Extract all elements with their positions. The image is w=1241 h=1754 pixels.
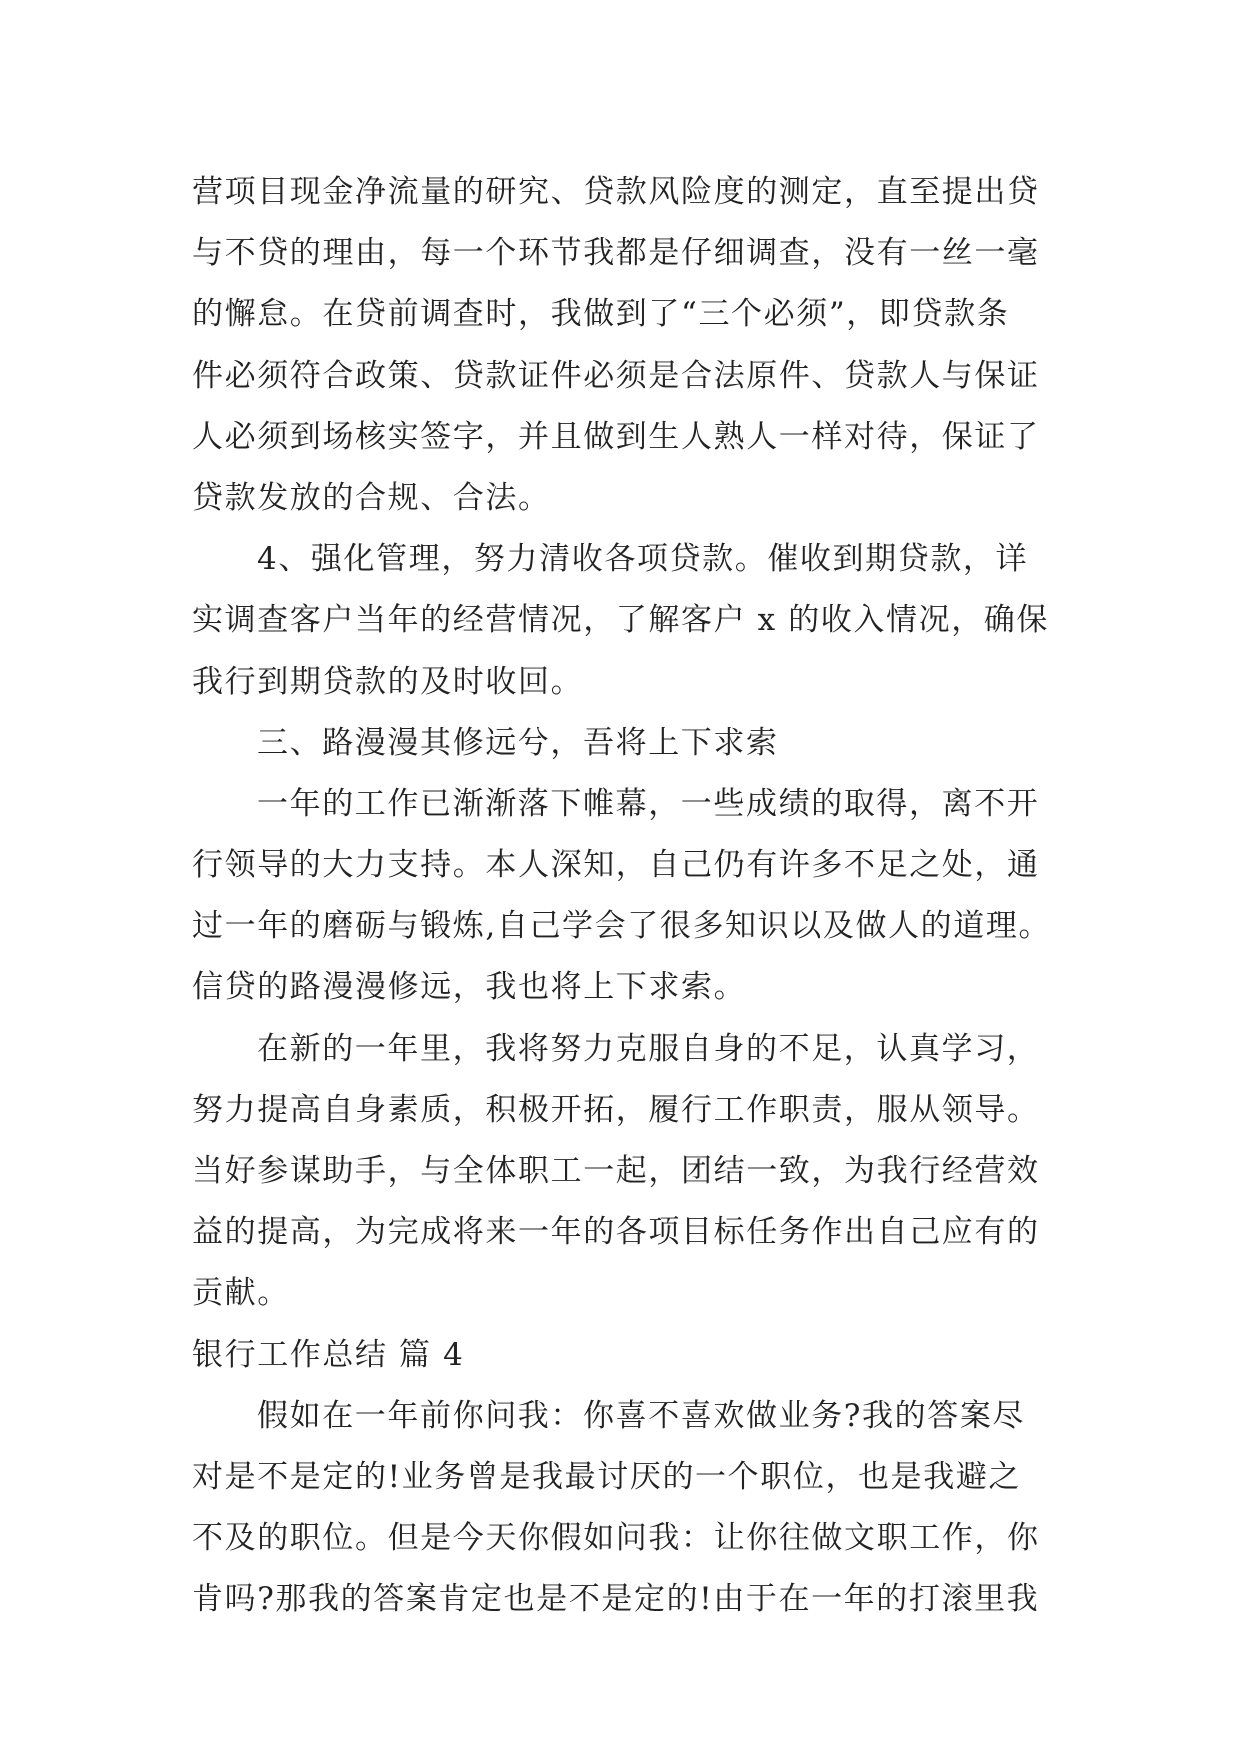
text-line: 益的提高，为完成将来一年的各项目标任务作出自己应有的 — [192, 1214, 1040, 1251]
text-line: 不及的职位。但是今天你假如问我：让你往做文职工作，你 — [192, 1520, 1040, 1557]
text-line: 我行到期贷款的及时收回。 — [192, 663, 584, 700]
text-line: 贡献。 — [192, 1275, 290, 1312]
text-line: 件必须符合政策、贷款证件必须是合法原件、贷款人与保证 — [192, 357, 1040, 394]
text-line: 营项目现金净流量的研究、贷款风险度的测定，直至提出贷 — [192, 174, 1040, 210]
text-line: 一年的工作已渐渐落下帷幕，一些成绩的取得，离不开 — [257, 785, 1040, 822]
text-line: 与不贷的理由，每一个环节我都是仔细调查，没有一丝一毫 — [192, 235, 1040, 272]
text-line: 实调查客户当年的经营情况，了解客户 x 的收入情况，确保 — [192, 602, 1049, 639]
document-page — [192, 162, 1062, 1631]
text-line: 人必须到场核实签字，并且做到生人熟人一样对待，保证了 — [192, 418, 1040, 455]
text-line: 肯吗?那我的答案肯定也是不是定的!由于在一年的打滚里我 — [192, 1581, 1040, 1618]
section-heading: 三、路漫漫其修远兮，吾将上下求索 — [257, 724, 779, 761]
text-line: 过一年的磨砺与锻炼,自己学会了很多知识以及做人的道理。 — [192, 908, 1052, 945]
text-line: 贷款发放的合规、合法。 — [192, 479, 551, 516]
text-line: 在新的一年里，我将努力克服自身的不足，认真学习， — [257, 1030, 1040, 1067]
text-line: 对是不是定的!业务曾是我最讨厌的一个职位，也是我避之 — [192, 1458, 1022, 1495]
text-line: 4、强化管理，努力清收各项贷款。催收到期贷款，详 — [257, 541, 1029, 578]
text-line: 当好参谋助手，与全体职工一起，团结一致，为我行经营效 — [192, 1153, 1040, 1189]
text-line: 信贷的路漫漫修远，我也将上下求索。 — [192, 969, 747, 1006]
text-line: 努力提高自身素质，积极开拓，履行工作职责，服从领导。 — [192, 1091, 1040, 1128]
text-line: 假如在一年前你问我：你喜不喜欢做业务?我的答案尽 — [257, 1397, 1026, 1434]
article-heading: 银行工作总结 篇 4 — [192, 1336, 465, 1373]
text-line: 行领导的大力支持。本人深知，自己仍有许多不足之处，通 — [192, 847, 1040, 884]
text-line: 的懈怠。在贷前调查时，我做到了“三个必须”，即贷款条 — [192, 296, 1010, 333]
